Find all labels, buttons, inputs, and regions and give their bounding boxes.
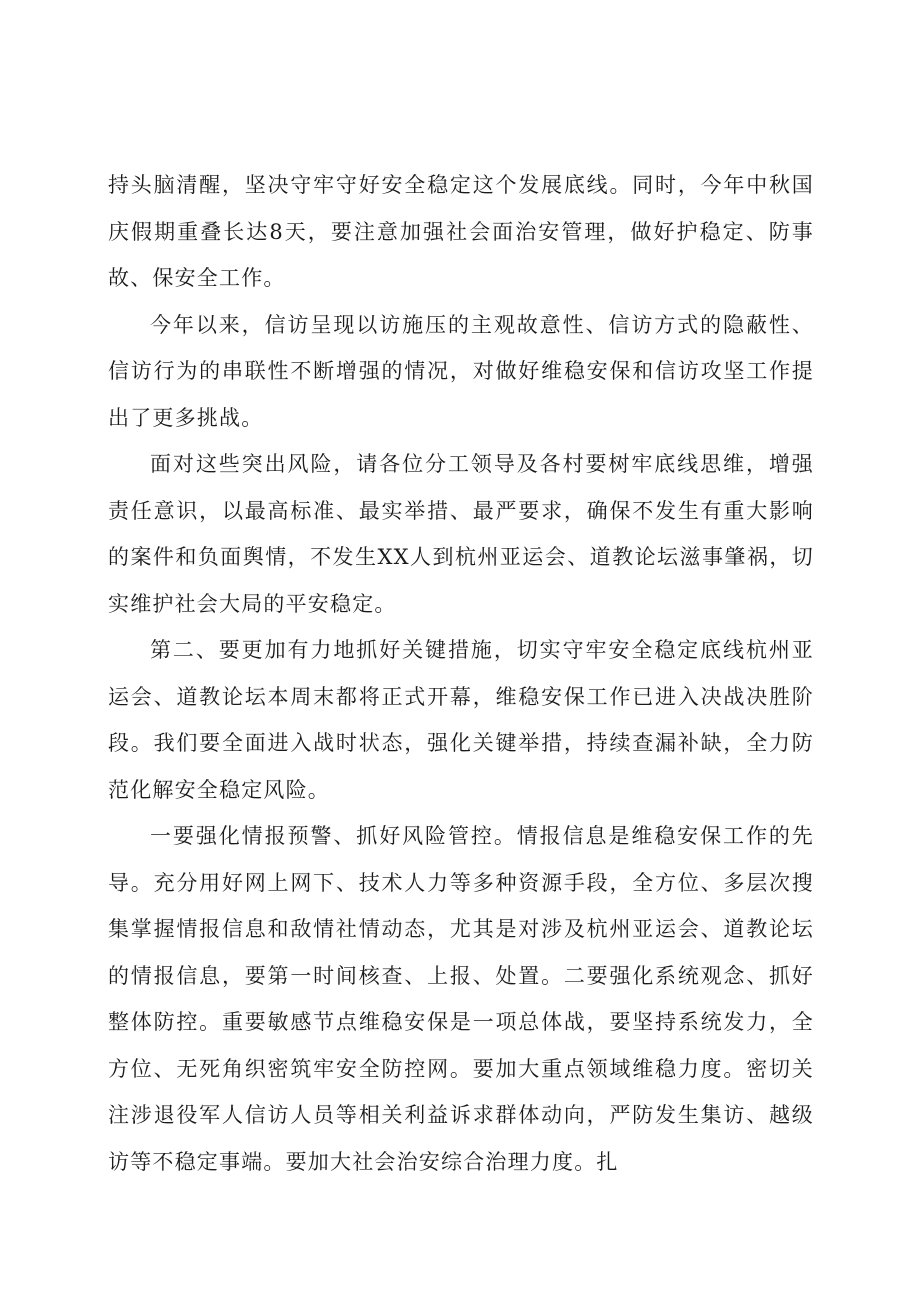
paragraph-1: 持头脑清醒，坚决守牢守好安全稳定这个发展底线。同时，今年中秋国庆假期重叠长达8天，要注意加强社会面治安管理，做好护稳定、防事故、保安全工作。 <box>108 173 814 290</box>
paragraph-2: 今年以来，信访呈现以访施压的主观故意性、信访方式的隐蔽性、信访行为的串联性不断增强的情况，对做好维稳安保和信访攻坚工作提出了更多挑战。 <box>108 312 814 430</box>
document-body <box>108 162 814 1185</box>
paragraph-3: 面对这些突出风险，请各位分工领导及各村要树牢底线思维，增强责任意识，以最高标准、最实举措、最严要求，确保不发生有重大影响的案件和负面舆情，不发生XX人到杭州亚运会、道教论坛滋事肇祸，切实维护社会大局的平安稳定。 <box>108 452 814 616</box>
paragraph-5: 一要强化情报预警、抓好风险管控。情报信息是维稳安保工作的先导。充分用好网上网下、技术人力等多种资源手段，全方位、多层次搜集掌握情报信息和敌情社情动态，尤其是对涉及杭州亚运会、道教论坛的情报信息，要第一时间核查、上报、处置。二要强化系统观念、抓好整体防控。重要敏感节点维稳安保是一项总体战，要坚持系统发力，全方位、无死角织密筑牢安全防控网。要加大重点领域维稳力度。密切关注涉退役军人信访人员等相关利益诉求群体动向，严防发生集访、越级访等不稳定事端。要加大社会治安综合治理力度。扎 <box>108 824 814 1174</box>
paragraph-4: 第二、要更加有力地抓好关键措施，切实守牢安全稳定底线杭州亚运会、道教论坛本周末都将正式开幕，维稳安保工作已进入决战决胜阶段。我们要全面进入战时状态，强化关键举措，持续查漏补缺，全力防范化解安全稳定风险。 <box>108 638 814 802</box>
